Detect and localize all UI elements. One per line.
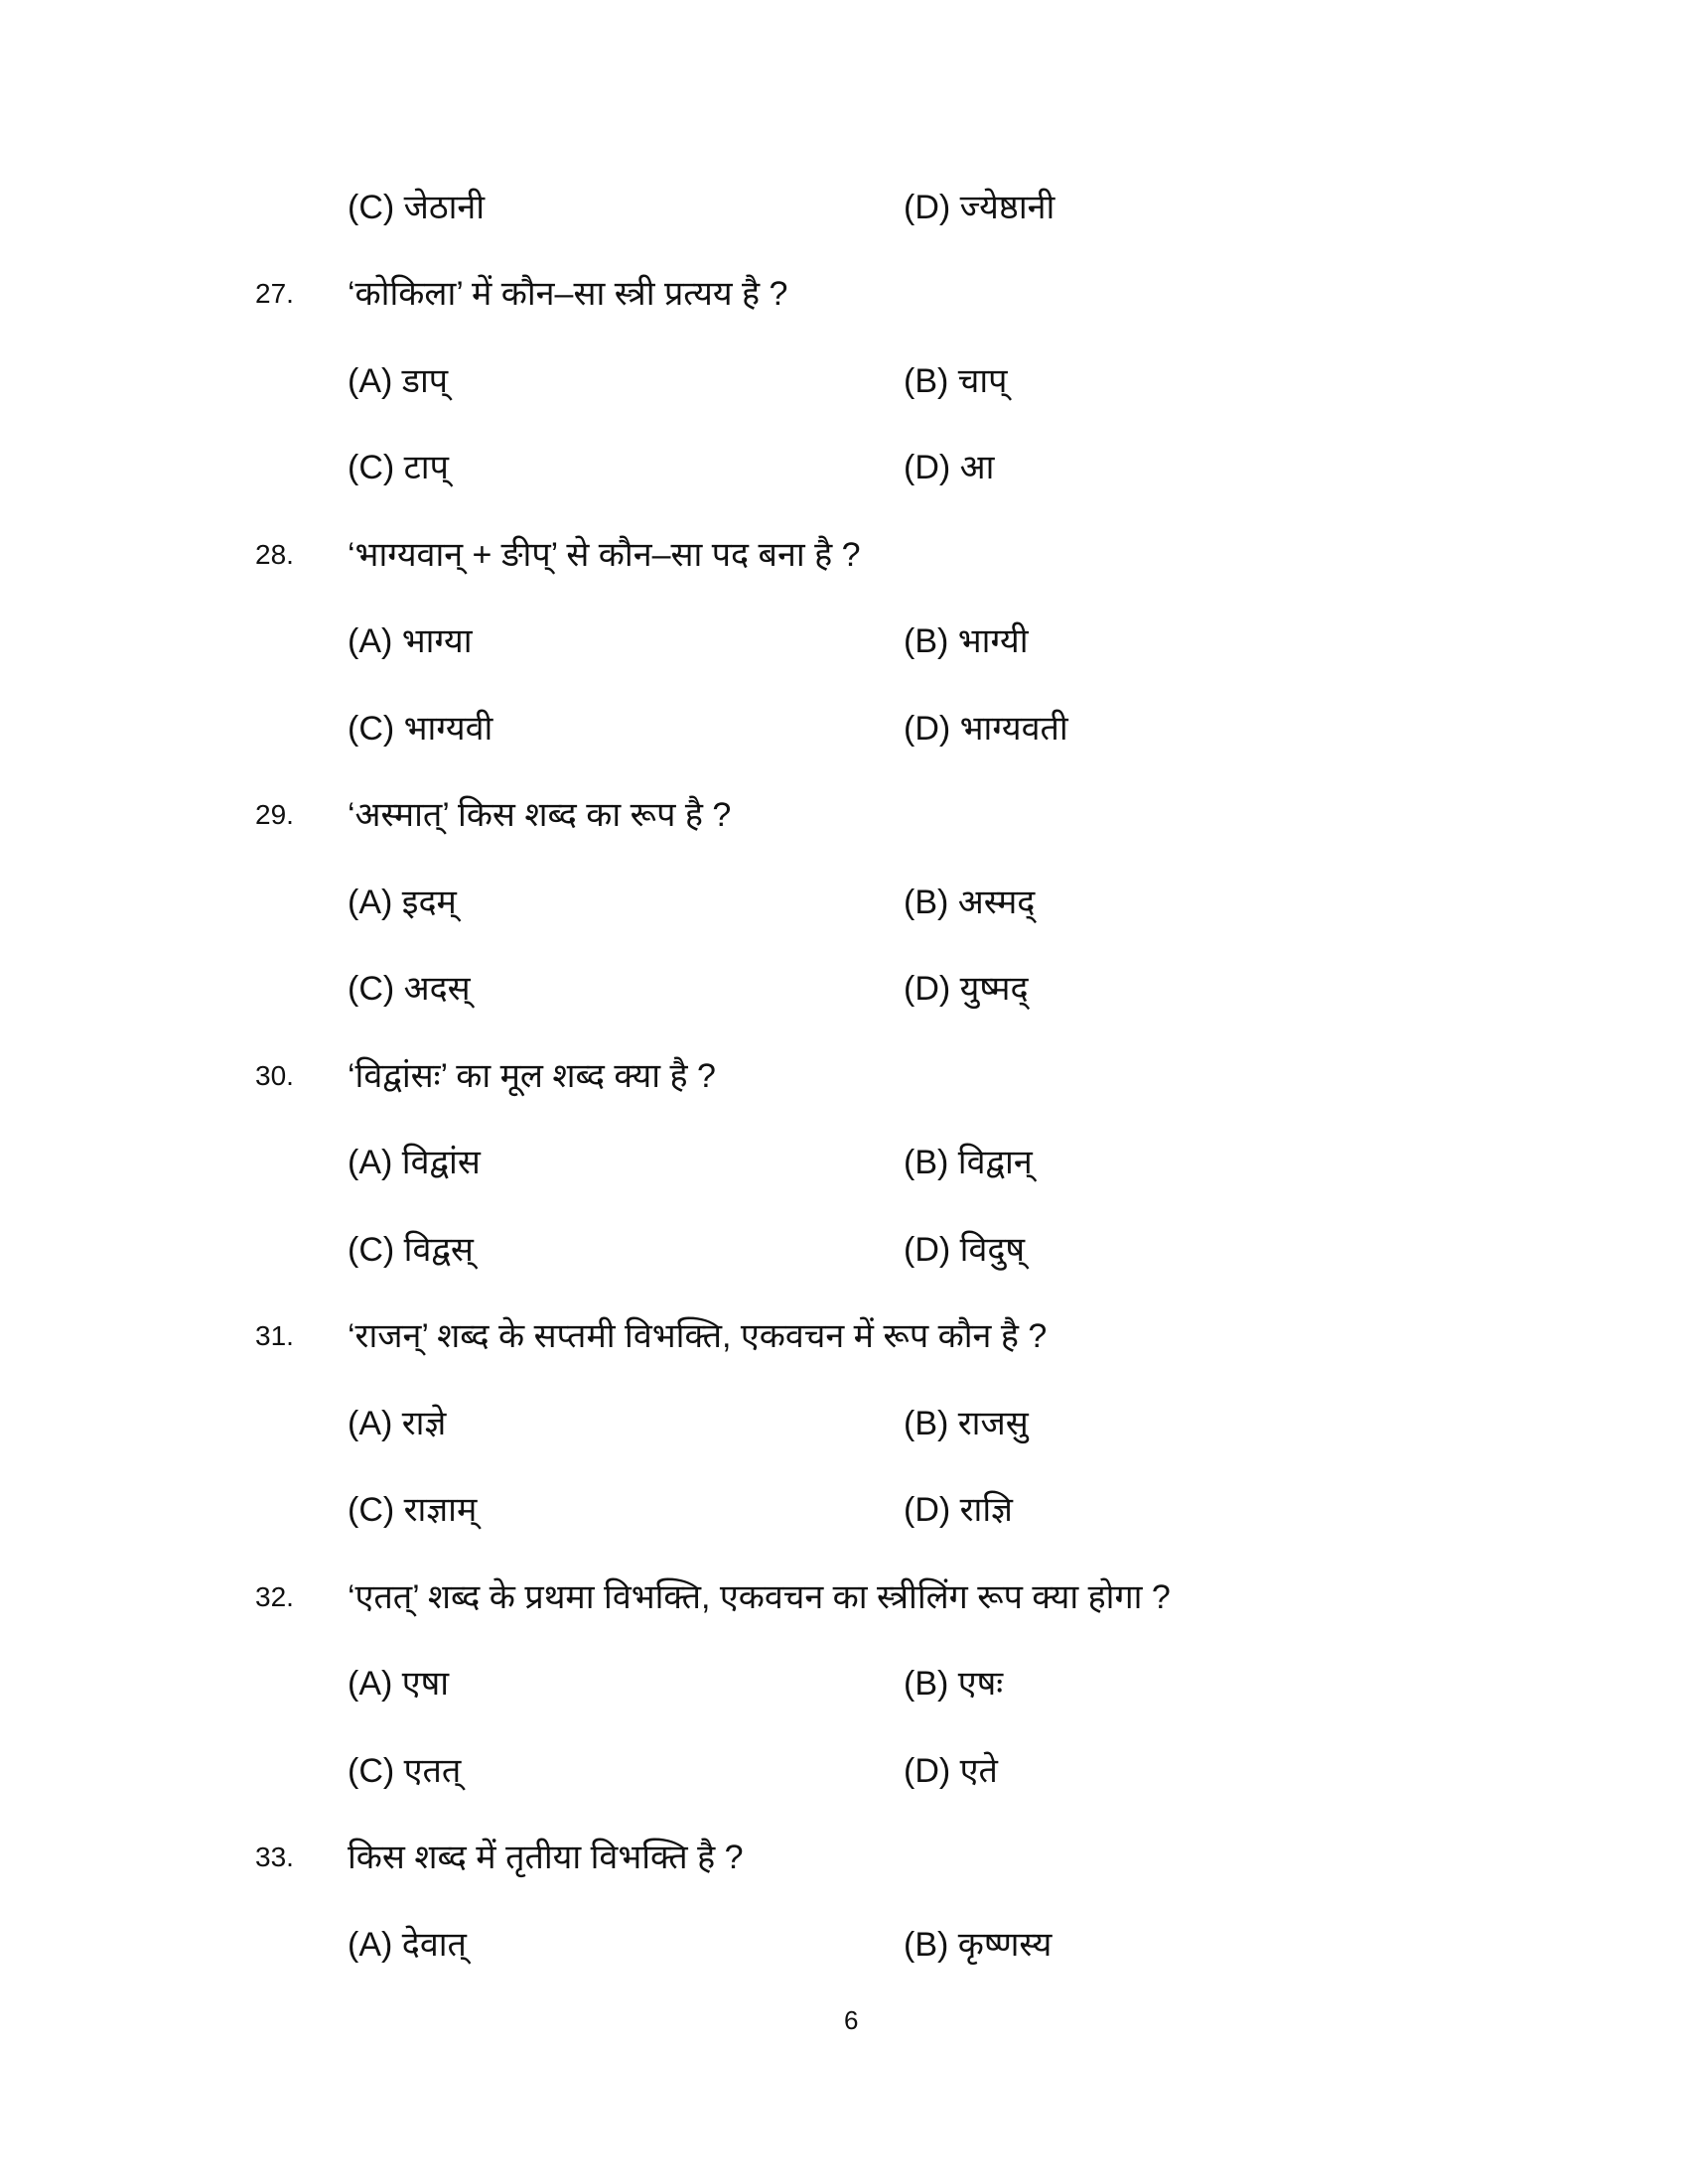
option-b: (B) अस्मद् [904,883,1036,921]
option-c: (C) अदस् [348,970,471,1008]
option-row [0,1920,1688,1970]
option-row [0,1746,1688,1796]
question-text: ‘अस्मात्’ किस शब्द का रूप है ? [348,796,732,834]
question [0,269,1688,319]
option-d: (D) ज्येष्ठानी [904,189,1055,226]
option-c: (C) भाग्यवी [348,709,493,748]
option-row [0,443,1688,492]
option-a: (A) एषा [348,1665,450,1703]
option-a: (A) इदम् [348,883,457,921]
option-b: (B) कृष्णस्य [904,1925,1053,1964]
question-number: 27. [255,278,294,309]
option-a: (A) देवात् [348,1925,467,1964]
question-number: 28. [255,538,294,570]
option-d: (D) एते [904,1751,998,1790]
option-c: (C) टाप् [348,449,449,486]
question-text: ‘एतत्’ शब्द के प्रथमा विभक्ति, एकवचन का स्त्रीलिंग रूप क्या होगा ? [348,1577,1171,1616]
question-text: ‘कोकिला’ में कौन–सा स्त्री प्रत्यय है ? [348,275,788,313]
question-number: 33. [255,1842,294,1872]
option-row [0,183,1688,232]
option-row [0,616,1688,666]
option-row [0,878,1688,927]
option-a: (A) डाप् [348,361,449,400]
question [0,1572,1688,1622]
question-text: ‘विद्वांसः’ का मूल शब्द क्या है ? [348,1056,716,1095]
option-row [0,356,1688,406]
option-a: (A) भाग्या [348,622,473,660]
option-b: (B) चाप् [904,361,1008,400]
question-number: 30. [255,1059,294,1091]
option-d: (D) विदुष् [904,1230,1026,1269]
question [0,1311,1688,1361]
option-c: (C) एतत् [348,1751,462,1790]
question-text: ‘भाग्यवान् + ङीप्’ से कौन–सा पद बना है ? [348,535,861,574]
option-row [0,1485,1688,1535]
question-text: किस शब्द में तृतीया विभक्ति है ? [348,1839,744,1876]
option-row [0,704,1688,753]
question [0,790,1688,840]
page-number: 6 [844,2005,859,2035]
option-c: (C) जेठानी [348,189,486,226]
question [0,530,1688,580]
option-row [0,1225,1688,1275]
option-row [0,964,1688,1014]
option-d: (D) राज्ञि [904,1491,1013,1529]
option-d: (D) युष्मद् [904,970,1029,1008]
option-b: (B) विद्वान् [904,1144,1033,1181]
question-number: 32. [255,1580,294,1612]
option-a: (A) विद्वांस [348,1144,481,1181]
option-b: (B) भाग्यी [904,622,1029,660]
question-number: 29. [255,799,294,830]
option-row [0,1399,1688,1448]
question-text: ‘राजन्’ शब्द के सप्तमी विभक्ति, एकवचन में रूप कौन है ? [348,1317,1048,1355]
option-b: (B) एषः [904,1665,1004,1703]
option-row [0,1138,1688,1187]
option-b: (B) राजसु [904,1404,1029,1442]
question-number: 31. [255,1320,294,1351]
option-a: (A) राज्ञे [348,1404,447,1442]
option-row [0,1659,1688,1708]
option-d: (D) आ [904,449,995,486]
question [0,1051,1688,1101]
option-c: (C) विद्वस् [348,1230,474,1269]
option-c: (C) राज्ञाम् [348,1491,478,1529]
question [0,1833,1688,1882]
option-d: (D) भाग्यवती [904,709,1068,748]
